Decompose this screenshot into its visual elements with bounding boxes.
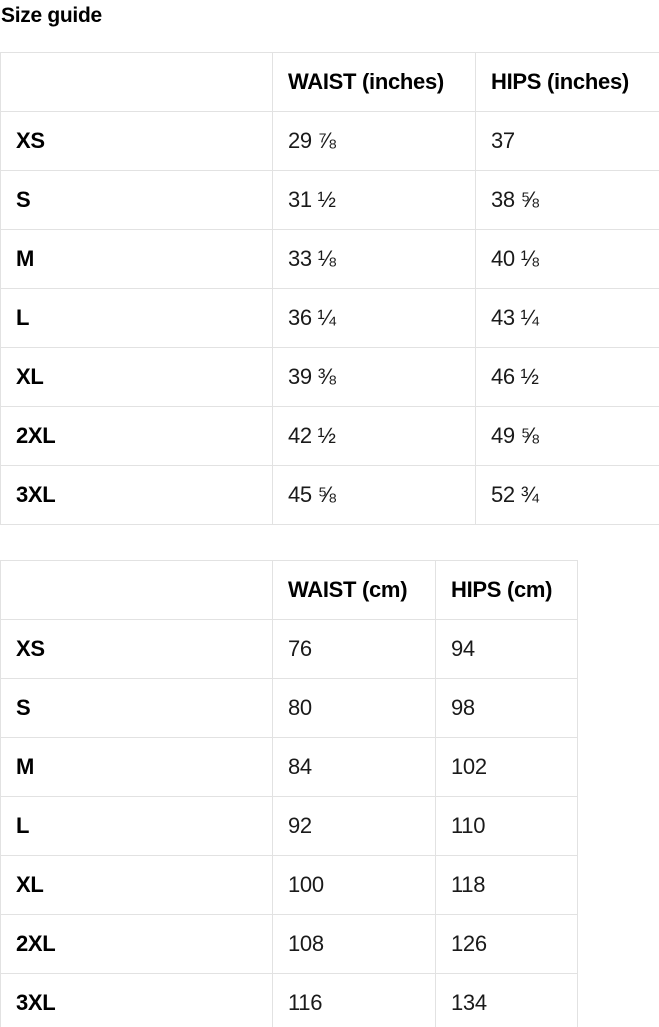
table-row [1,230,659,289]
table-row [1,112,659,171]
waist-cell: 80 [273,679,436,738]
hips-cell: 110 [436,797,578,856]
waist-cell: 92 [273,797,436,856]
size-table-inches [0,52,659,525]
waist-cell: 42 ½ [273,407,476,466]
size-cell: 3XL [1,466,273,525]
waist-cell: 36 ¼ [273,289,476,348]
table-row [1,856,578,915]
table-row [1,171,659,230]
page-title: Size guide [1,4,102,27]
waist-cell: 84 [273,738,436,797]
waist-cell: 108 [273,915,436,974]
size-cell: M [1,738,273,797]
hips-cell: 118 [436,856,578,915]
hips-cell: 98 [436,679,578,738]
waist-cell: 33 ⅛ [273,230,476,289]
header-row [1,53,659,112]
hips-cell: 40 ⅛ [476,230,659,289]
column-header [1,561,273,620]
column-header [1,53,273,112]
size-cell: XS [1,112,273,171]
hips-cell: 52 ¾ [476,466,659,525]
header-row [1,561,578,620]
table-row [1,915,578,974]
table-row [1,407,659,466]
size-cell: XS [1,620,273,679]
size-table-cm [0,560,578,1027]
table-row [1,738,578,797]
table-row [1,679,578,738]
table-row [1,348,659,407]
waist-cell: 39 ⅜ [273,348,476,407]
size-cell: 2XL [1,915,273,974]
column-header: HIPS (inches) [476,53,659,112]
size-cell: M [1,230,273,289]
hips-cell: 94 [436,620,578,679]
hips-cell: 49 ⅝ [476,407,659,466]
size-cell: L [1,797,273,856]
hips-cell: 102 [436,738,578,797]
hips-cell: 46 ½ [476,348,659,407]
waist-cell: 116 [273,974,436,1027]
hips-cell: 43 ¼ [476,289,659,348]
size-cell: 2XL [1,407,273,466]
column-header: WAIST (inches) [273,53,476,112]
table-row [1,466,659,525]
hips-cell: 126 [436,915,578,974]
table-row [1,974,578,1027]
table-row [1,797,578,856]
waist-cell: 45 ⅝ [273,466,476,525]
table-row [1,289,659,348]
size-cell: S [1,171,273,230]
hips-cell: 38 ⅝ [476,171,659,230]
column-header: WAIST (cm) [273,561,436,620]
column-header: HIPS (cm) [436,561,578,620]
size-cell: 3XL [1,974,273,1027]
size-cell: XL [1,348,273,407]
waist-cell: 100 [273,856,436,915]
waist-cell: 29 ⅞ [273,112,476,171]
table-row [1,620,578,679]
hips-cell: 37 [476,112,659,171]
waist-cell: 76 [273,620,436,679]
size-cell: S [1,679,273,738]
waist-cell: 31 ½ [273,171,476,230]
size-cell: XL [1,856,273,915]
size-cell: L [1,289,273,348]
hips-cell: 134 [436,974,578,1027]
